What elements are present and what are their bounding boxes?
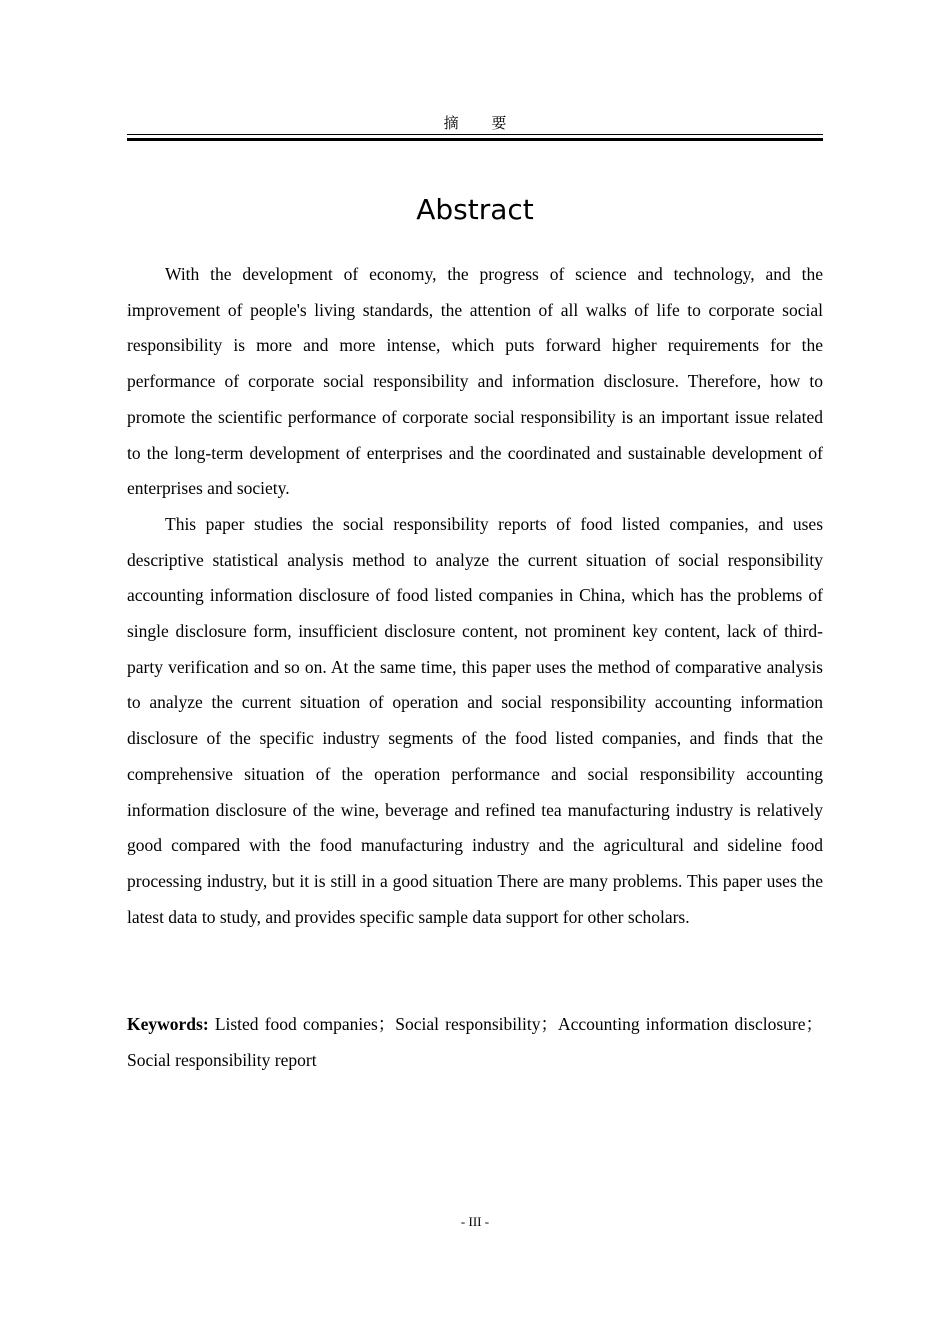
header-rule bbox=[127, 134, 823, 141]
abstract-paragraph-2: This paper studies the social responsibility reports of food listed companies, and uses descriptive statistical analysis method to analyze the current situation of social responsibility accounting information disclosure of food listed companies in China, which has the problems of single disclosure form, insufficient disclosure content, not prominent key content, lack of third-party verification and so on. At the same time, this paper uses the method of comparative analysis to analyze the current situation of operation and social responsibility accounting information disclosure of the specific industry segments of the food listed companies, and finds that the comprehensive situation of the operation performance and social responsibility accounting information disclosure of the wine, beverage and refined tea manufacturing industry is relatively good compared with the food manufacturing industry and the agricultural and sideline food processing industry, but it is still in a good situation There are many problems. This paper uses the latest data to study, and provides specific sample data support for other scholars. bbox=[127, 513, 823, 927]
keywords-block bbox=[127, 1007, 823, 1078]
abstract-paragraph-1: With the development of economy, the progress of science and technology, and the improvement of people's living standards, the attention of all walks of life to corporate social responsibility is more and more intense, which puts forward higher requirements for the performance of corporate social responsibility and information disclosure. Therefore, how to promote the scientific performance of corporate social responsibility is an important issue related to the long-term development of enterprises and the coordinated and sustainable development of enterprises and society. bbox=[127, 264, 823, 499]
abstract-body bbox=[127, 257, 823, 935]
page-title: Abstract bbox=[416, 193, 534, 226]
page-number: - III - bbox=[460, 1214, 490, 1229]
keywords-label: Keywords: bbox=[127, 1014, 209, 1034]
keywords-text: Listed food companies；Social responsibility；Accounting information disclosure；Social responsibility report bbox=[127, 1014, 823, 1070]
running-header: 摘 要 bbox=[443, 114, 521, 132]
